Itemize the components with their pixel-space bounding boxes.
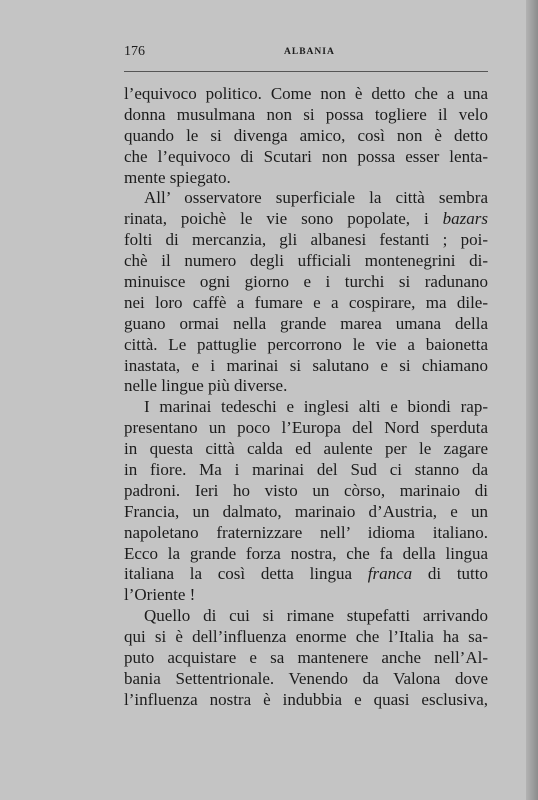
text-line-content: folti di mercanzia, gli albanesi festanti ; poi- <box>124 230 488 250</box>
text-line-content: città. Le pattuglie percorrono le vie a baionetta <box>124 334 488 354</box>
text-line-content: Ecco la grande forza nostra, che fa della lingua <box>124 543 488 563</box>
text-line <box>124 314 488 335</box>
text-line <box>124 251 488 272</box>
text-line-content: l’equivoco politico. Come non è detto che a una <box>124 84 488 103</box>
text-line <box>124 502 488 523</box>
text-line-content: in questa città calda ed aulente per le zagare <box>124 439 488 459</box>
running-head: ALBANIA <box>284 47 335 57</box>
text-line-content: donna musulmana non si possa togliere il velo <box>124 104 488 124</box>
header-rule <box>124 71 488 72</box>
text-line-content: bania Settentrionale. Venendo da Valona dove <box>124 668 488 688</box>
text-line <box>124 126 488 147</box>
text-line <box>124 418 488 439</box>
text-line-content: chè il numero degli ufficiali montenegrini di- <box>124 251 488 271</box>
text-line-content: nelle lingue più diverse. <box>124 376 288 396</box>
text-line <box>124 188 488 209</box>
text-line-content: minuisce ogni giorno e i turchi si radunano <box>124 272 488 292</box>
text-line <box>124 272 488 293</box>
text-line-content: I marinai tedeschi e inglesi alti e biondi rap- <box>144 397 488 417</box>
text-line-content: l’influenza nostra è indubbia e quasi esclusiva, <box>124 689 488 709</box>
text-line-content: in fiore. Ma i marinai del Sud ci stanno da <box>124 460 488 480</box>
text-line <box>124 439 488 460</box>
text-line-content: padroni. Ieri ho visto un còrso, marinaio di <box>124 480 488 500</box>
text-line-content: puto acquistare e sa mantenere anche nell’Al- <box>124 648 488 668</box>
text-line <box>124 544 488 565</box>
text-line <box>124 627 488 648</box>
text-line <box>124 669 488 690</box>
text-line <box>124 376 488 397</box>
text-line <box>124 293 488 314</box>
text-line-content: Francia, un dalmato, marinaio d’Austria, e un <box>124 501 488 521</box>
text-line-content: mente spiegato. <box>124 167 231 187</box>
text-line <box>124 690 488 711</box>
page-edge-shadow <box>526 0 538 800</box>
text-line <box>124 481 488 502</box>
text-line-content: qui si è dell’influenza enorme che l’Italia ha sa- <box>124 627 488 647</box>
page-header <box>124 44 488 64</box>
text-line <box>124 397 488 418</box>
text-line <box>124 460 488 481</box>
text-line-content: Quello di cui si rimane stupefatti arrivando <box>144 606 488 626</box>
text-line <box>124 84 488 105</box>
italic-word: franca <box>367 564 413 584</box>
page-number: 176 <box>124 44 145 59</box>
text-line <box>124 585 488 606</box>
text-line-content: nei loro caffè a fumare e a cospirare, ma dile- <box>124 292 488 312</box>
text-line-content: napoletano fraternizzare nell’ idioma italiano. <box>124 522 488 542</box>
body-text <box>124 84 488 711</box>
text-line-content: presentano un poco l’Europa del Nord sperduta <box>124 418 488 438</box>
text-line <box>124 523 488 544</box>
text-line <box>124 648 488 669</box>
text-line-content: che l’equivoco di Scutari non possa esser lenta- <box>124 146 488 166</box>
text-line-content: italiana la così detta lingua <box>124 564 368 584</box>
text-line <box>124 209 488 230</box>
text-line-content: inastata, e i marinai si salutano e si chiamano <box>124 355 488 375</box>
text-line-content: rinata, poichè le vie sono popolate, i <box>124 209 443 229</box>
italic-word: bazars <box>442 209 488 229</box>
text-line <box>124 356 488 377</box>
text-line-content: All’ osservatore superficiale la città sembra <box>144 188 488 208</box>
text-line <box>124 147 488 168</box>
text-line-content: quando le si divenga amico, così non è detto <box>124 125 488 145</box>
text-line <box>124 606 488 627</box>
text-line-tail: di tutto <box>412 564 488 584</box>
text-line <box>124 168 488 189</box>
text-line <box>124 335 488 356</box>
text-line <box>124 564 488 585</box>
text-line-content: l’Oriente ! <box>124 585 196 605</box>
text-line-content: guano ormai nella grande marea umana della <box>124 313 488 333</box>
text-line <box>124 105 488 126</box>
text-line <box>124 230 488 251</box>
